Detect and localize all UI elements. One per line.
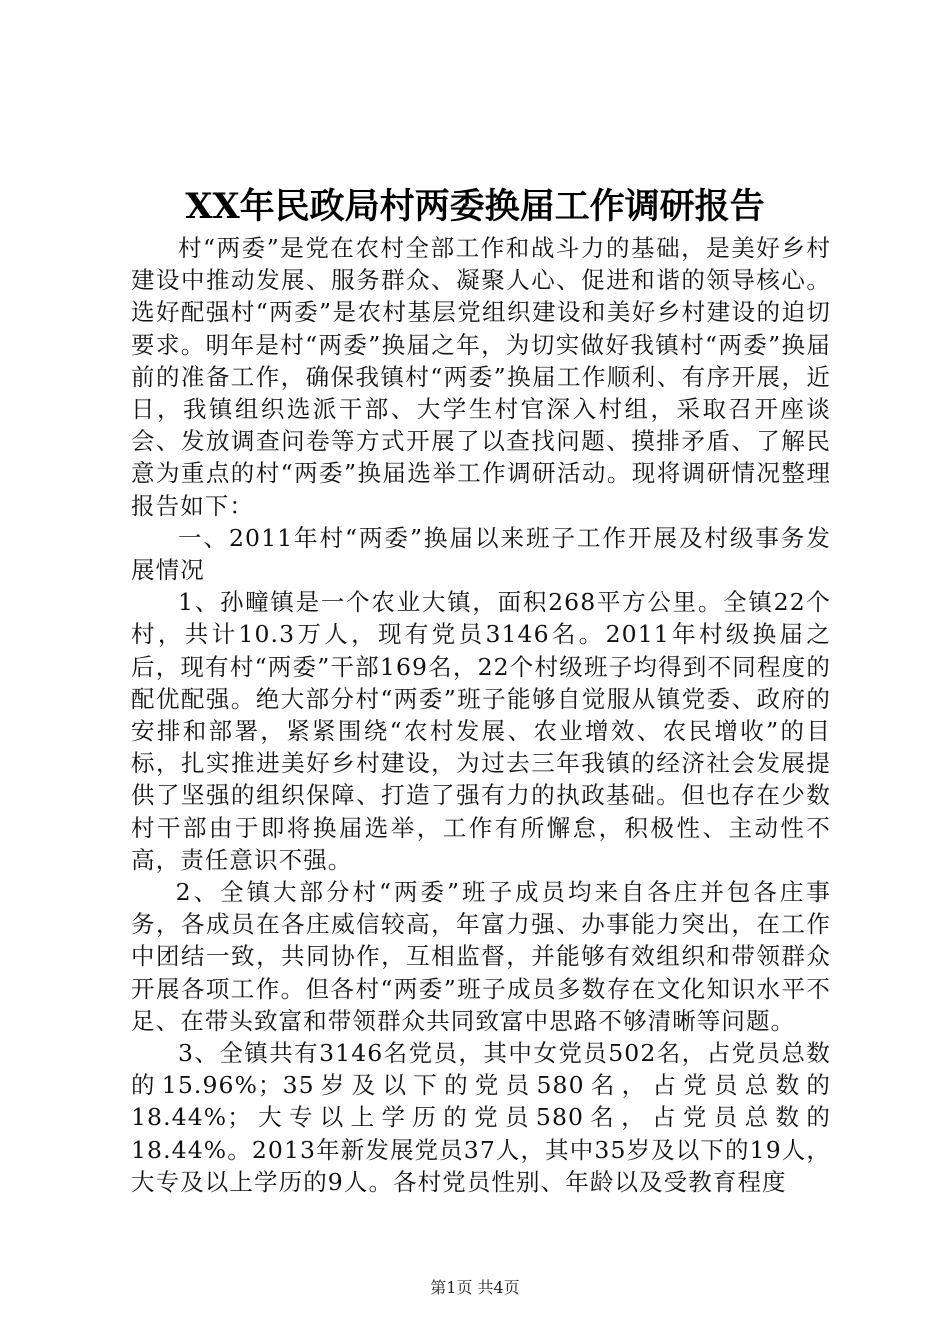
document-title: XX年民政局村两委换届工作调研报告 [185, 186, 765, 227]
paragraph-intro: 村“两委”是党在农村全部工作和战斗力的基础，是美好乡村建设中推动发展、服务群众、凝聚人心、促进和谐的领导核心。选好配强村“两委”是农村基层党组织建设和美好乡村建设的迫切要求。明年是村“两委”换届之年，为切实做好我镇村“两委”换届前的准备工作，确保我镇村“两委”换届工作顺利、有序开展，近日，我镇组织选派干部、大学生村官深入村组，采取召开座谈会、发放调查问卷等方式开展了以查找问题、摸排矛盾、了解民意为重点的村“两委”换届选举工作调研活动。现将调研情况整理报告如下： [131, 234, 831, 520]
paragraph-item-1: 1、孙疃镇是一个农业大镇，面积268平方公里。全镇22个村，共计10.3万人，现有党员3146名。2011年村级换届之后，现有村“两委”干部169名，22个村级班子均得到不同程度的配优配强。绝大部分村“两委”班子能够自觉服从镇党委、政府的安排和部署，紧紧围绕“农村发展、农业增效、农民增收”的目标，扎实推进美好乡村建设，为过去三年我镇的经济社会发展提供了坚强的组织保障、打造了强有力的执政基础。但也存在少数村干部由于即将换届选举，工作有所懈怠，积极性、主动性不高，责任意识不强。 [131, 588, 831, 874]
paragraph-section-heading: 一、2011年村“两委”换届以来班子工作开展及村级事务发展情况 [131, 523, 831, 585]
document-body [131, 232, 831, 1198]
paragraph-item-2: 2、全镇大部分村“两委”班子成员均来自各庄并包各庄事务，各成员在各庄威信较高，年富力强、办事能力突出，在工作中团结一致，共同协作，互相监督，并能够有效组织和带领群众开展各项工作。但各村“两委”班子成员多数存在文化知识水平不足、在带头致富和带领群众共同致富中思路不够清晰等问题。 [131, 878, 831, 1035]
paragraph-item-3: 3、全镇共有3146名党员，其中女党员502名，占党员总数的15.96%；35岁及以下的党员580名，占党员总数的18.44%；大专以上学历的党员580名，占党员总数的18.44%。2013年新发展党员37人，其中35岁及以下的19人，大专及以上学历的9人。各村党员性别、年龄以及受教育程度 [131, 1039, 831, 1196]
page-footer: 第1页 共4页 [430, 1278, 520, 1297]
